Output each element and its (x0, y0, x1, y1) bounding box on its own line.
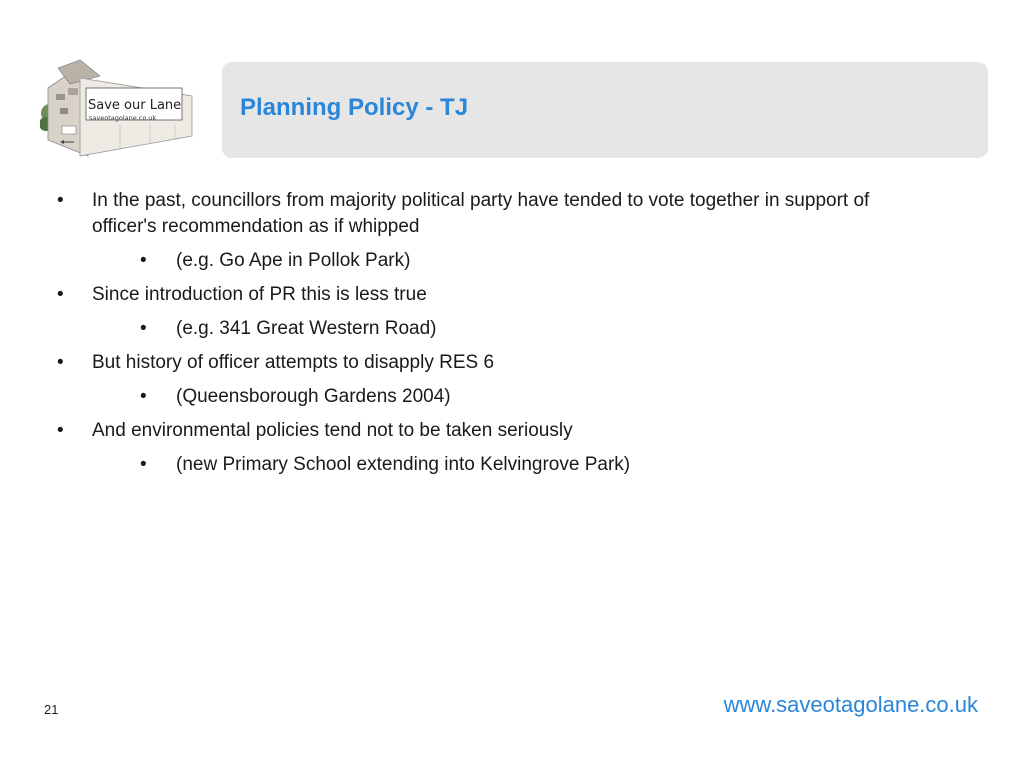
bullet-dot: • (57, 420, 64, 441)
bullet-text: And environmental policies tend not to be taken seriously (92, 420, 573, 441)
bullet-dot: • (140, 454, 147, 475)
page-number: 21 (44, 702, 59, 717)
bullet-item (0, 188, 922, 240)
sub-bullet-item (0, 384, 876, 410)
bullet-item (0, 418, 922, 444)
title-box (222, 62, 988, 158)
bullet-dot: • (57, 352, 64, 373)
slide-title: Planning Policy - TJ (240, 94, 469, 121)
bullet-dot: • (140, 386, 147, 407)
bullet-item (0, 350, 922, 376)
save-our-lane-logo (40, 58, 200, 158)
bullet-text: Since introduction of PR this is less true (92, 284, 427, 305)
sub-bullet-item (0, 248, 876, 274)
bullet-dot: • (57, 284, 64, 305)
bullet-text: (e.g. 341 Great Western Road) (176, 318, 437, 339)
logo-subtitle: saveotagolane.co.uk (89, 114, 157, 122)
bullet-text: But history of officer attempts to disapply RES 6 (92, 352, 495, 373)
website-link[interactable]: www.saveotagolane.co.uk (723, 692, 978, 717)
logo-title: Save our Lane (88, 98, 182, 113)
sub-bullet-item (0, 316, 876, 342)
sub-bullet-item (0, 452, 876, 478)
bullet-text: (Queensborough Gardens 2004) (176, 386, 451, 407)
bullet-text: In the past, councillors from majority political party have tended to vote together in support of officer's recommendation as if whipped (92, 190, 870, 237)
bullet-dot: • (140, 250, 147, 271)
bullet-dot: • (57, 190, 64, 211)
bullet-text: (e.g. Go Ape in Pollok Park) (176, 250, 411, 271)
bullet-text: (new Primary School extending into Kelvingrove Park) (176, 454, 631, 475)
bullet-item (0, 282, 922, 308)
bullet-dot: • (140, 318, 147, 339)
bullet-list (0, 188, 1024, 486)
